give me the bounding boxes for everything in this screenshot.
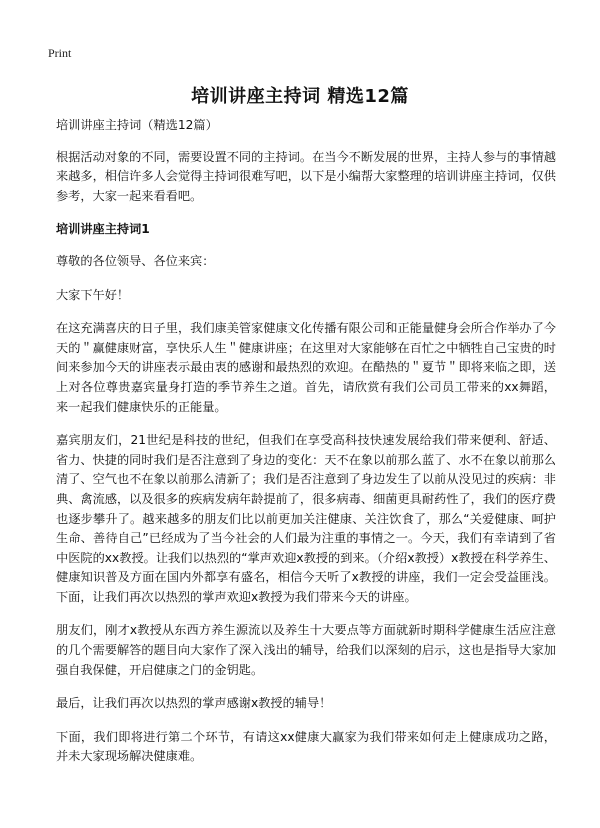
print-label: Print — [48, 46, 72, 60]
document-body — [56, 116, 556, 781]
paragraph-4: 最后，让我们再次以热烈的掌声感谢x教授的辅导！ — [56, 696, 332, 711]
greeting-line: 尊敬的各位领导、各位来宾： — [56, 253, 215, 268]
paragraph-2: 嘉宾朋友们，21世纪是科技的世纪，但我们在享受高科技快速发展给我们带来便利、舒适、省力、快捷的同时我们是否注意到了身边的变化：天不在象以前那么蓝了、水不在象以前那么清了、空气也不在象以前那么清新了；我们是否注意到了身边发生了以前从没见过的疾病：非典、禽流感，以及很多的疾病发病年龄提前了，很多病毒、细菌更具耐药性了，我们的医疗费也逐步攀升了。越来越多的朋友们比以前更加关注健康、关注饮食了，那么“关爱健康、呵护生命、善待自己”已经成为了当今社会的人们最为注重的事情之一。今天，我们有幸请到了省中医院的xx教授。让我们以热烈的“掌声欢迎x教授的到来。（介绍x教授）x教授在科学养生、健康知识普及方面在国内外都享有盛名，相信今天听了x教授的讲座，我们一定会受益匪浅。下面，让我们再次以热烈的掌声欢迎x教授为我们带来今天的讲座。 — [56, 433, 556, 604]
section-heading-1: 培训讲座主持词1 — [56, 222, 150, 237]
paragraph-5: 下面，我们即将进行第二个环节，有请这xx健康大赢家为我们带来如何走上健康成功之路，并未大家现场解决健康难。 — [56, 729, 556, 764]
intro-paragraph: 根据活动对象的不同，需要设置不同的主持词。在当今不断发展的世界，主持人参与的事情越来越多，相信许多人会觉得主持词很难写吧，以下是小编帮大家整理的培训讲座主持词，仅供参考，大家一起来看看吧。 — [56, 149, 556, 203]
afternoon-line: 大家下午好！ — [56, 287, 130, 302]
paragraph-3: 朋友们，刚才x教授从东西方养生源流以及养生十大要点等方面就新时期科学健康生活应注意的几个需要解答的题目向大家作了深入浅出的辅导，给我们以深刻的启示，这也是指导大家加强自我保健，开启健康之门的金钥匙。 — [56, 623, 556, 677]
paragraph-1: 在这充满喜庆的日子里，我们康美管家健康文化传播有限公司和正能量健身会所合作举办了今天的＂赢健康财富，享快乐人生＂健康讲座；在这里对大家能够在百忙之中牺牲自己宝贵的时间来参加今天的讲座表示最由衷的感谢和最热烈的欢迎。在酷热的＂夏节＂即将来临之即，送上对各位尊贵嘉宾量身打造的季节养生之道。首先，请欣赏有我们公司员工带来的xx舞蹈，来一起我们健康快乐的正能量。 — [56, 321, 556, 414]
document-subtitle: 培训讲座主持词（精选12篇） — [56, 118, 218, 132]
page-title: 培训讲座主持词 精选12篇 — [191, 86, 409, 107]
